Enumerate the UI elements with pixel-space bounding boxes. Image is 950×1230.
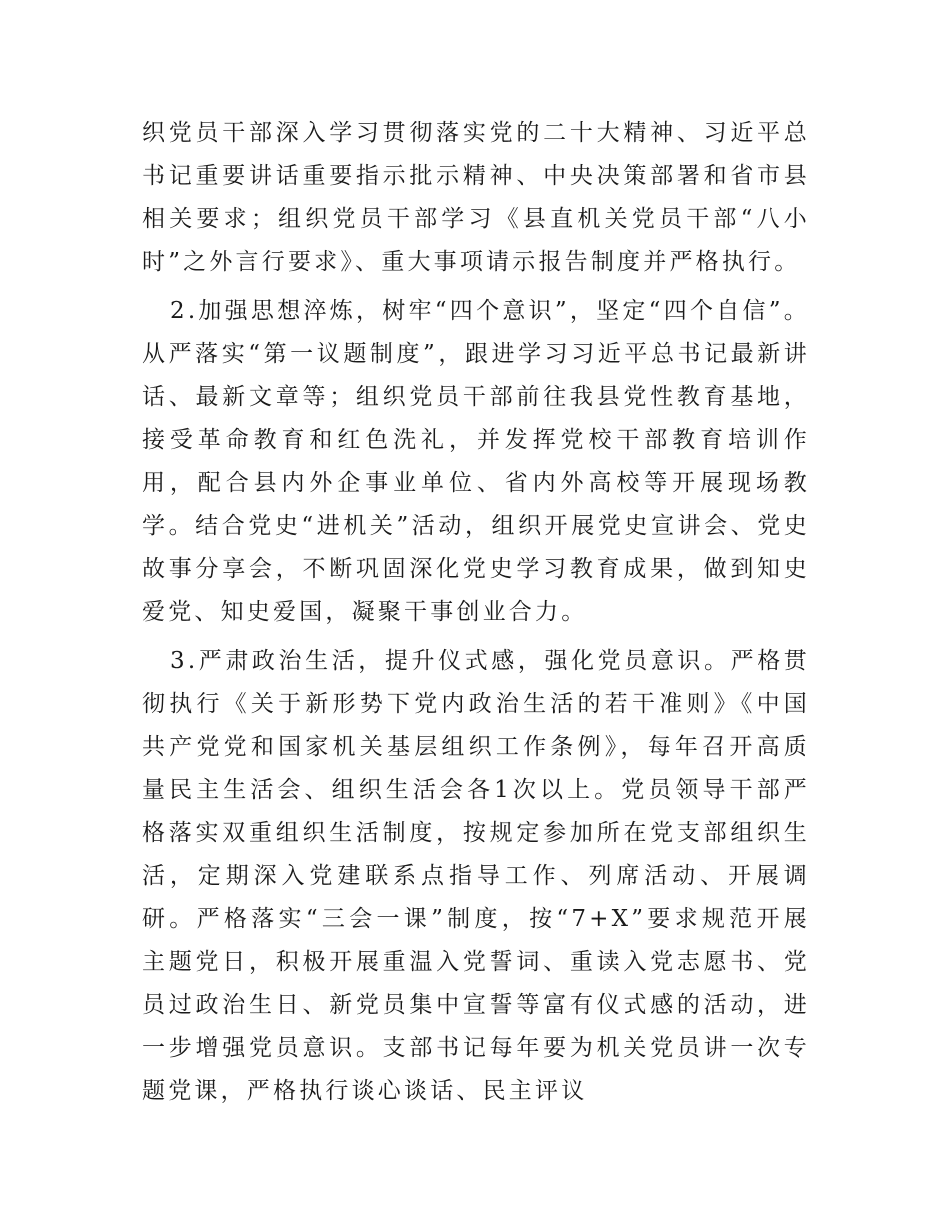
paragraph-item-3: 3.严肃政治生活，提升仪式感，强化党员意识。严格贯彻执行《关于新形势下党内政治生活的若干准则》《中国共产党党和国家机关基层组织工作条例》，每年召开高质量民主生活会、组织生活会各1次以上。党员领导干部严格落实双重组织生活制度，按规定参加所在党支部组织生活，定期深入党建联系点指导工作、列席活动、开展调研。严格落实“三会一课”制度，按“7+X”要求规范开展主题党日，积极开展重温入党誓词、重读入党志愿书、党员过政治生日、新党员集中宣誓等富有仪式感的活动，进一步增强党员意识。支部书记每年要为机关党员讲一次专题党课，严格执行谈心谈话、民主评议	[142, 648, 810, 1104]
paragraph-item-2: 2.加强思想淬炼，树牢“四个意识”，坚定“四个自信”。从严落实“第一议题制度”，跟进学习习近平总书记最新讲话、最新文章等；组织党员干部前往我县党性教育基地，接受革命教育和红色洗礼，并发挥党校干部教育培训作用，配合县内外企事业单位、省内外高校等开展现场教学。结合党史“进机关”活动，组织开展党史宣讲会、党史故事分享会，不断巩固深化党史学习教育成果，做到知史爱党、知史爱国，凝聚干事创业合力。	[142, 298, 810, 625]
paragraph-continuation: 织党员干部深入学习贯彻落实党的二十大精神、习近平总书记重要讲话重要指示批示精神、中央决策部署和省市县相关要求；组织党员干部学习《县直机关党员干部“八小时”之外言行要求》、重大事项请示报告制度并严格执行。	[142, 120, 810, 275]
